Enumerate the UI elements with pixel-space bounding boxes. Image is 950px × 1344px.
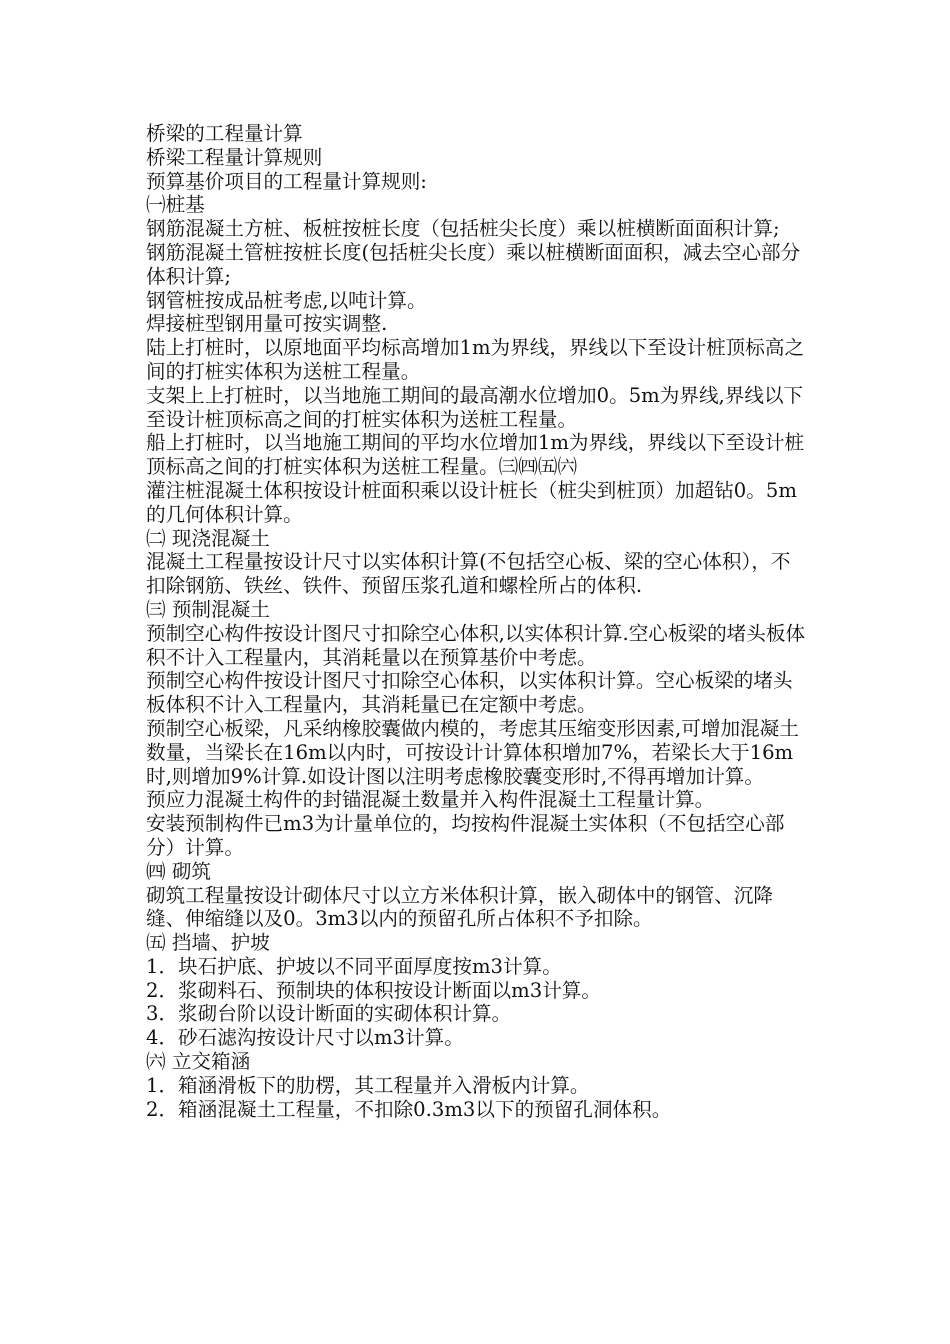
paragraph: 陆上打桩时，以原地面平均标高增加1m为界线，界线以下至设计桩顶标高之间的打桩实体积为送桩工程量。 <box>146 336 805 383</box>
document-body <box>146 122 810 1121</box>
paragraph: 灌注桩混凝土体积按设计桩面积乘以设计桩长（桩尖到桩顶）加超钻0。5m的几何体积计算。 <box>146 478 797 526</box>
paragraph: 安装预制构件已m3为计量单位的，均按构件混凝土实体积（不包括空心部分）计算。 <box>146 812 785 859</box>
section-heading: 桥梁工程量计算规则 <box>146 145 323 169</box>
subsection-heading: ㈤ 挡墙、护坡 <box>146 931 270 955</box>
list-item: 2．箱涵混凝土工程量，不扣除0.3m3以下的预留孔洞体积。 <box>146 1097 672 1121</box>
subsection-heading: ㈣ 砌筑 <box>146 859 212 883</box>
paragraph: 焊接桩型钢用量可按实调整. <box>146 312 388 336</box>
paragraph: 预制空心构件按设计图尺寸扣除空心体积，以实体积计算。空心板梁的堵头板体积不计入工程量内，其消耗量已在定额中考虑。 <box>146 669 793 717</box>
subsection-heading: ㈢ 预制混凝土 <box>146 597 270 621</box>
paragraph: 钢筋混凝土管桩按桩长度(包括桩尖长度）乘以桩横断面面积，减去空心部分体积计算; <box>146 240 801 288</box>
paragraph: 预制空心构件按设计图尺寸扣除空心体积,以实体积计算.空心板梁的堵头板体积不计入工程量内，其消耗量以在预算基价中考虑。 <box>146 621 806 669</box>
subsection-heading: ㈠桩基 <box>146 193 205 217</box>
paragraph: 混凝土工程量按设计尺寸以实体积计算(不包括空心板、梁的空心体积），不扣除钢筋、铁丝、铁件、预留压浆孔道和螺栓所占的体积. <box>146 550 791 598</box>
paragraph: 预制空心板梁，凡采纳橡胶囊做内模的，考虑其压缩变形因素,可增加混凝土数量，当梁长在16m以内时，可按设计计算体积增加7%，若梁长大于16m时,则增加9%计算.如设计图以注明考虑橡胶囊变形时,不得再增加计算。 <box>146 716 799 788</box>
paragraph: 砌筑工程量按设计砌体尺寸以立方米体积计算，嵌入砌体中的钢管、沉降缝、伸缩缝以及0。3m3以内的预留孔所占体积不予扣除。 <box>146 883 773 931</box>
list-item: 3．浆砌台阶以设计断面的实砌体积计算。 <box>146 1002 512 1026</box>
paragraph: 钢管桩按成品桩考虑,以吨计算。 <box>146 288 427 312</box>
paragraph: 钢筋混凝土方桩、板桩按桩长度（包括桩尖长度）乘以桩横断面面积计算; <box>146 217 780 241</box>
list-item: 1．箱涵滑板下的肋楞，其工程量并入滑板内计算。 <box>146 1073 590 1097</box>
list-item: 1．块石护底、护坡以不同平面厚度按m3计算。 <box>146 954 562 978</box>
subsection-heading: ㈡ 现浇混凝土 <box>146 526 270 550</box>
subsection-heading: ㈥ 立交箱涵 <box>146 1050 251 1074</box>
list-item: 4．砂石滤沟按设计尺寸以m3计算。 <box>146 1026 464 1050</box>
section-heading: 预算基价项目的工程量计算规则: <box>146 169 427 193</box>
paragraph: 船上打桩时，以当地施工期间的平均水位增加1m为界线，界线以下至设计桩顶标高之间的打桩实体积为送桩工程量。㈢㈣㈤㈥ <box>146 431 805 479</box>
list-item: 2．浆砌料石、预制块的体积按设计断面以m3计算。 <box>146 978 601 1002</box>
paragraph: 支架上上打桩时，以当地施工期间的最高潮水位增加0。5m为界线,界线以下至设计桩顶标高之间的打桩实体积为送桩工程量。 <box>146 383 804 431</box>
paragraph: 预应力混凝土构件的封锚混凝土数量并入构件混凝土工程量计算。 <box>146 788 715 812</box>
document-title: 桥梁的工程量计算 <box>146 122 303 145</box>
